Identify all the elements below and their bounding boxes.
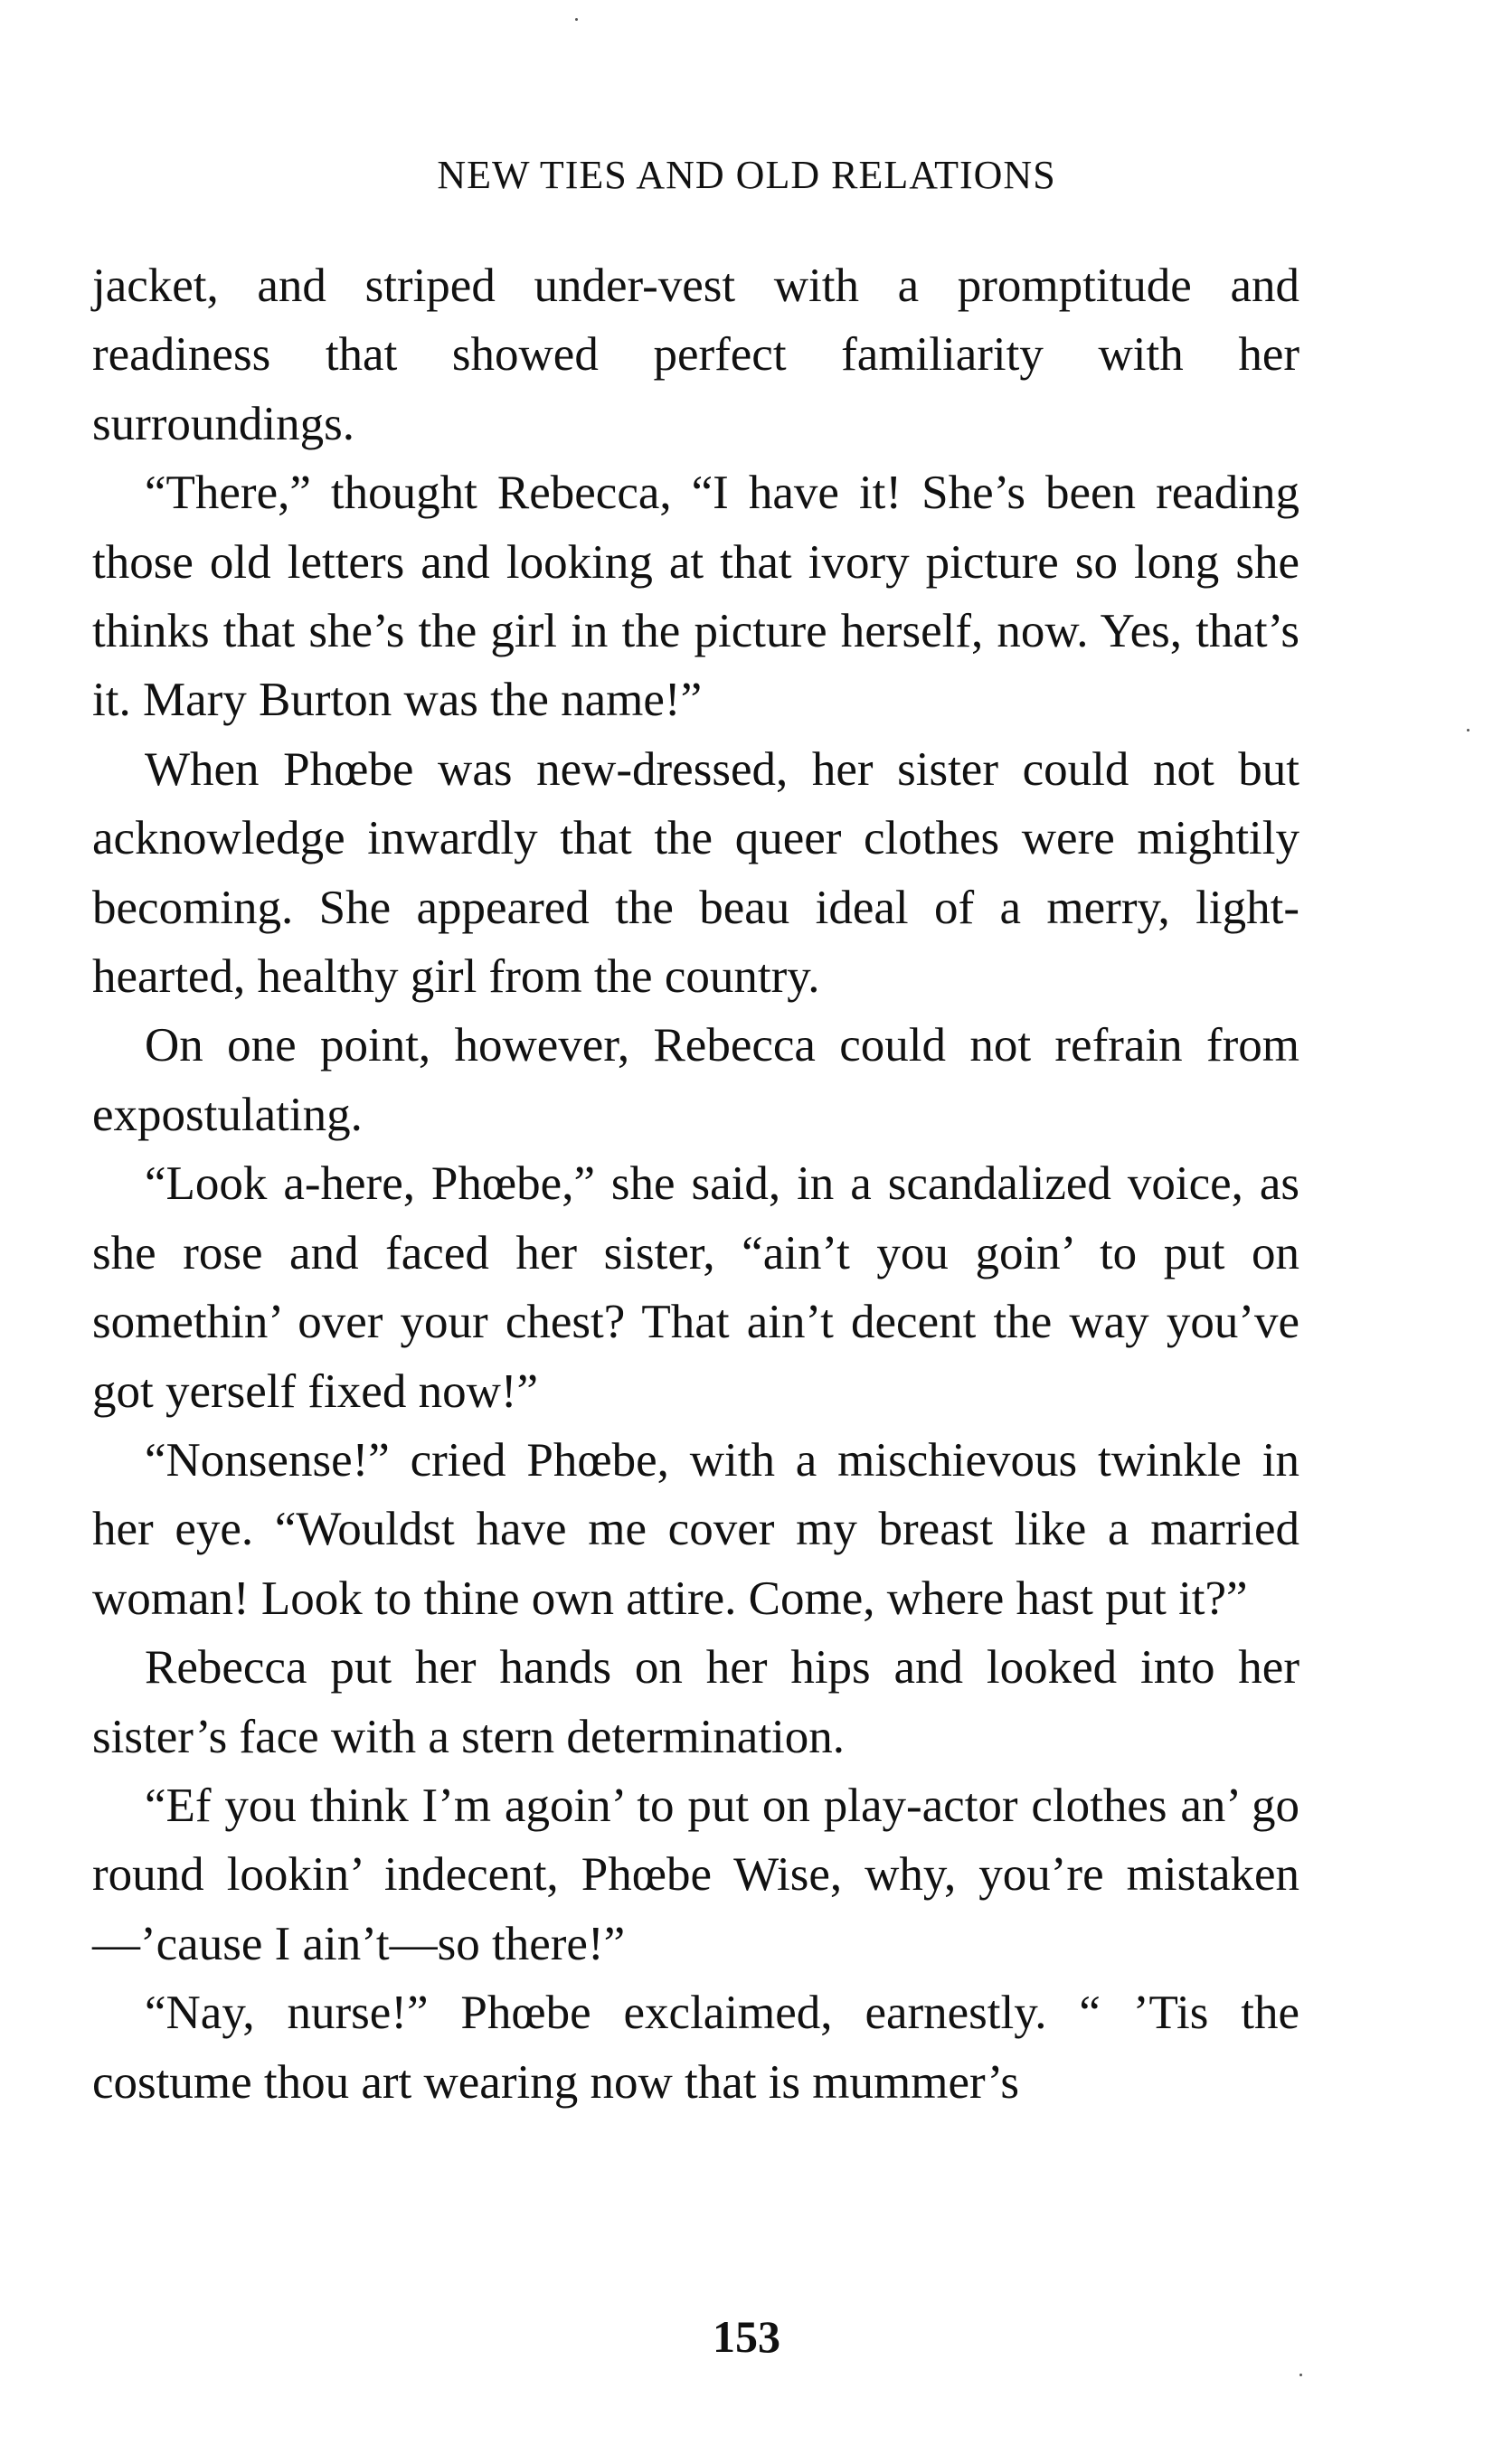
paragraph: On one point, however, Rebecca could not refrain from expostulating. [92,1019,1299,1141]
page-number: 153 [713,2311,780,2362]
paragraph: “Nay, nurse!” Phœbe exclaimed, earnestly. “ ’Tis the costume thou art wearing now that is mummer’s [92,1987,1299,2109]
paragraph: jacket, and striped under-vest with a promptitude and readiness that showed perfect familiarity with her surroundings. [92,260,1299,450]
paragraph: “Nonsense!” cried Phœbe, with a mischievous twinkle in her eye. “Wouldst have me cover my breast like a married woman! Look to thine own attire. Come, where hast put it?” [92,1433,1299,1625]
scan-speck [575,18,578,21]
paragraph: “Look a-here, Phœbe,” she said, in a scandalized voice, as she rose and faced her sister, “ain’t you goin’ to put on somethin’ over your chest? That ain’t decent the way you’ve got yerself fixed now!” [92,1157,1299,1418]
scan-speck [1299,2374,1302,2376]
paragraph: Rebecca put her hands on her hips and looked into her sister’s face with a stern determination. [92,1641,1299,1763]
scan-speck [1467,729,1469,732]
paragraph: When Phœbe was new-dressed, her sister could not but acknowledge inwardly that the queer clothes were mightily becoming. She appeared the beau ideal of a merry, light-hearted, healthy girl from the country. [92,742,1299,1004]
paragraph: “There,” thought Rebecca, “I have it! She’s been reading those old letters and looking at that ivory picture so long she thinks that she’s the girl in the picture herself, now. Yes, that’s it. Mary Burton was the name!” [92,467,1299,727]
body-text [92,251,1299,2117]
paragraph: “Ef you think I’m agoin’ to put on play-actor clothes an’ go round lookin’ indecent, Phœbe Wise, why, you’re mistaken—’cause I ain’t—so there!” [92,1779,1299,1970]
running-title: NEW TIES AND OLD RELATIONS [437,153,1056,197]
